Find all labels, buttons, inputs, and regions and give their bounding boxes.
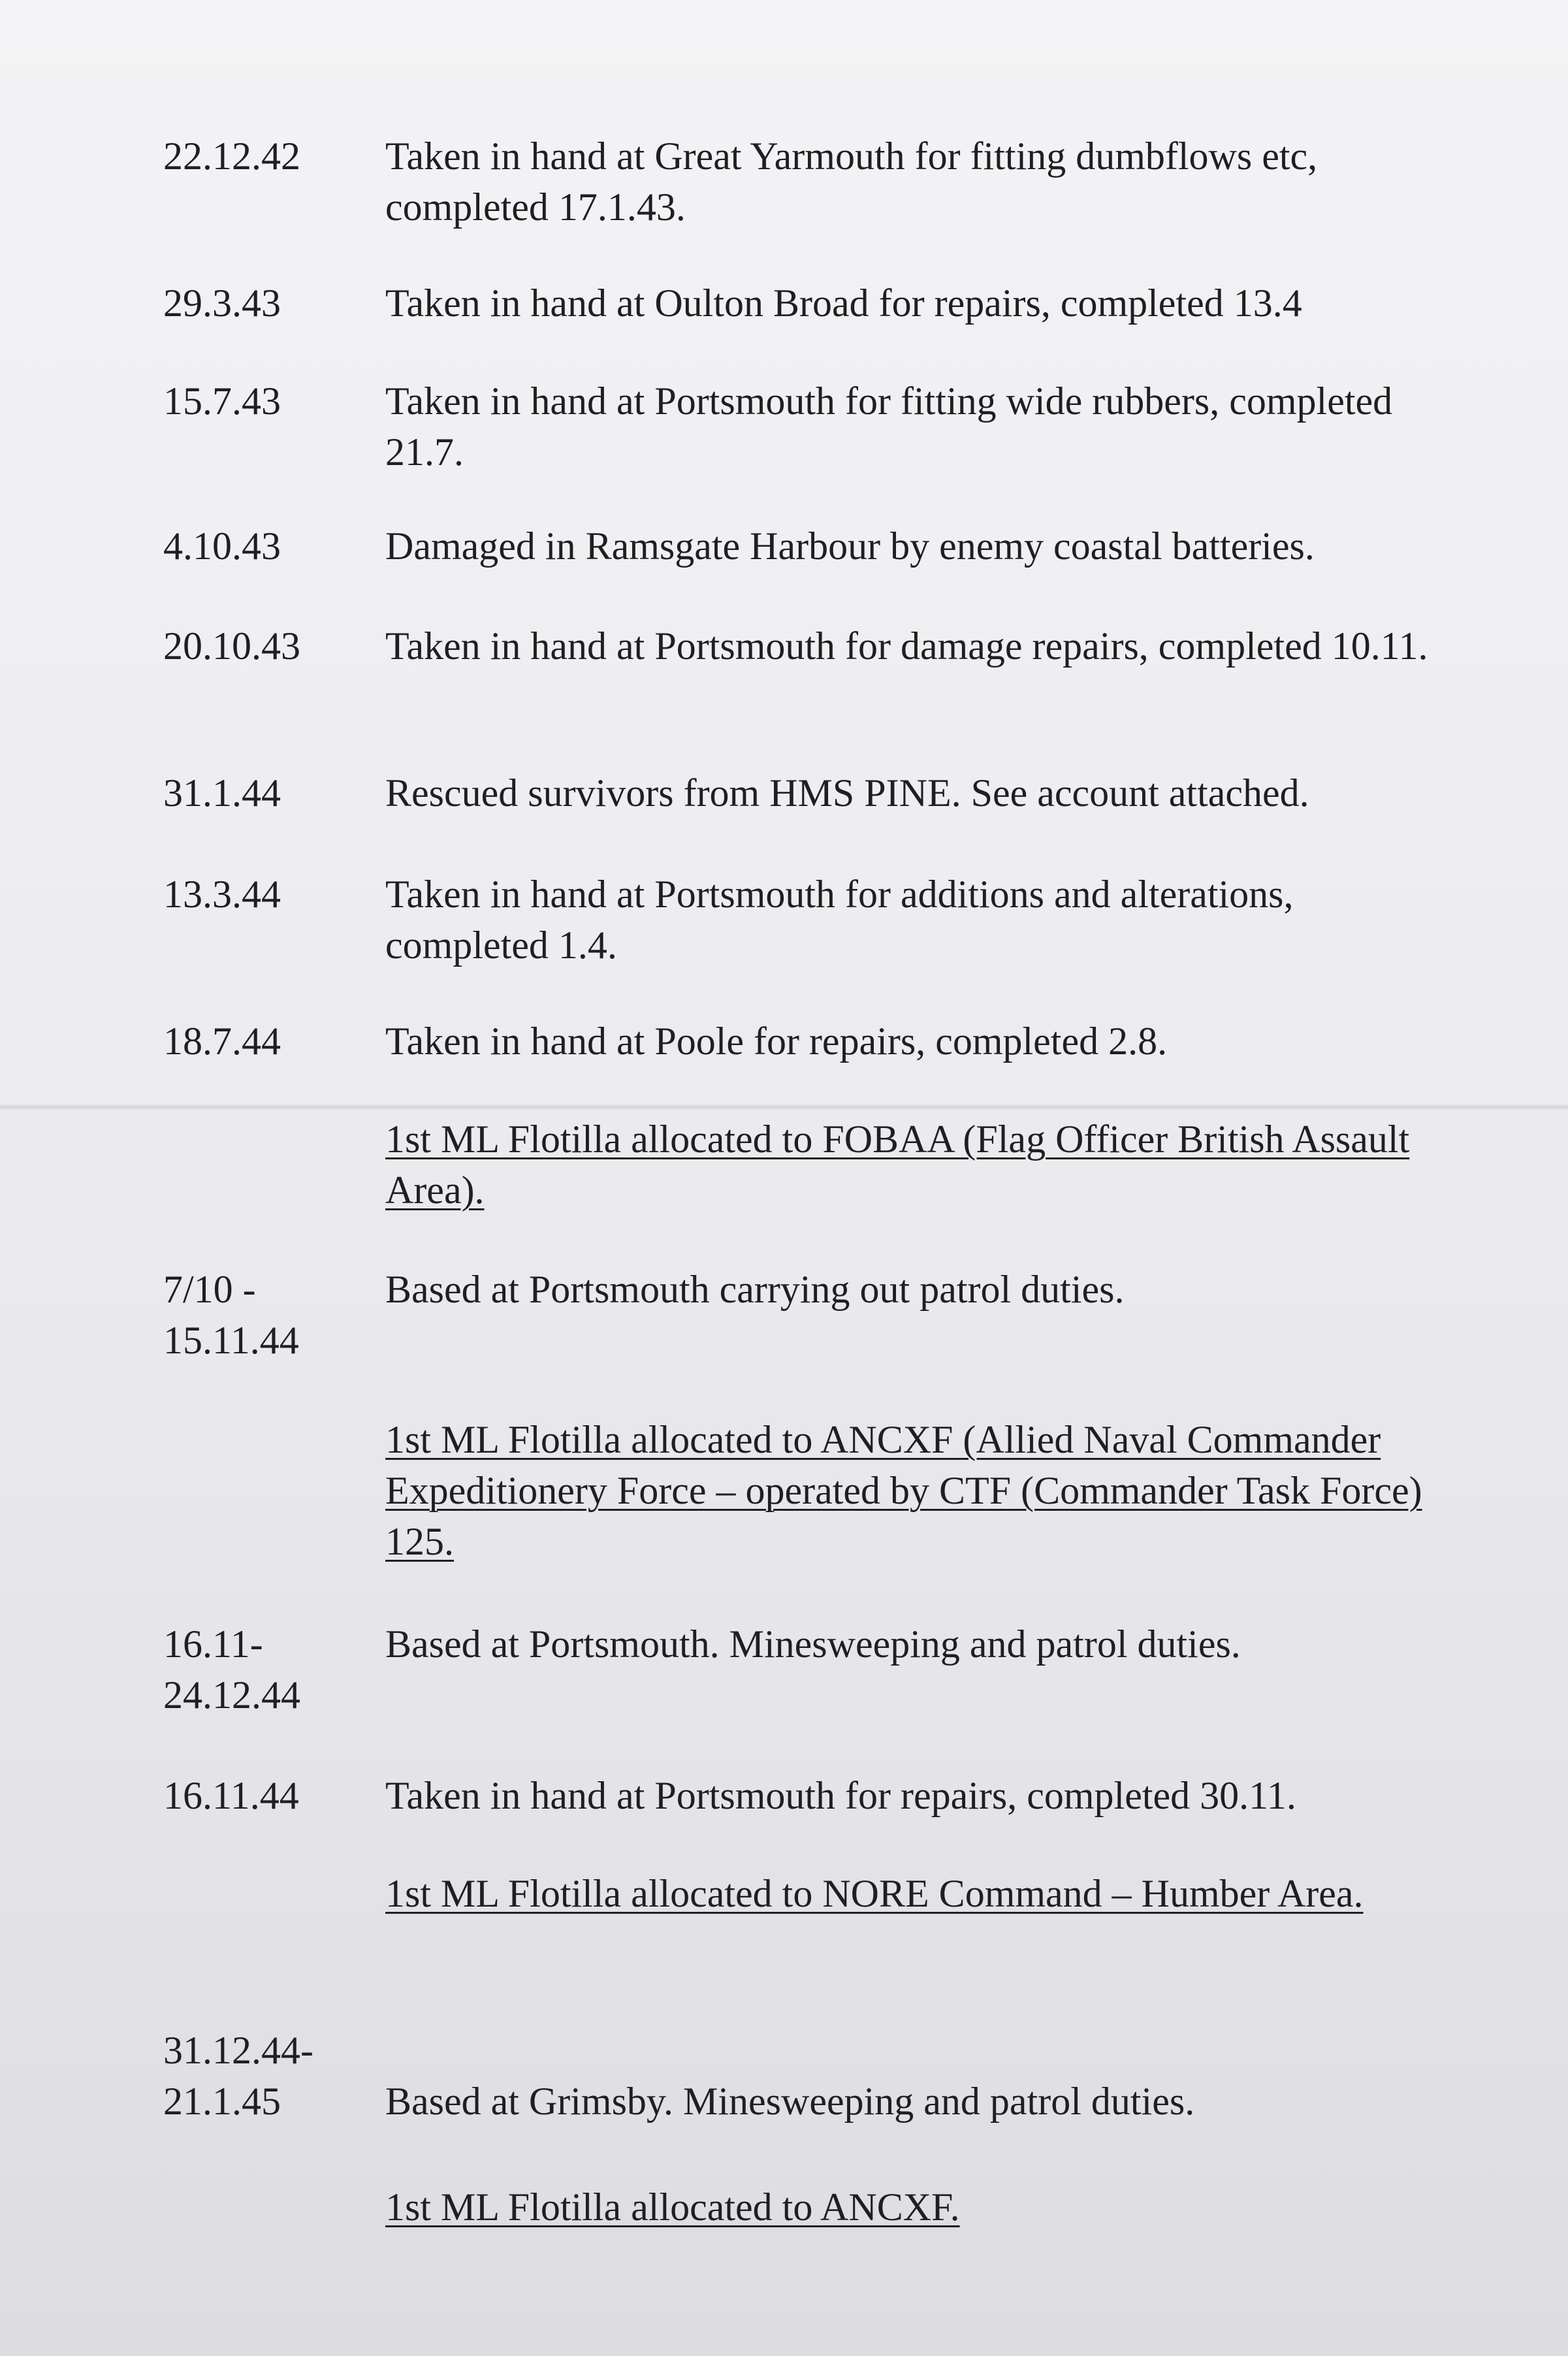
note-text: 1st ML Flotilla allocated to ANCXF.	[385, 2186, 960, 2229]
entry-text: Based at Portsmouth carrying out patrol duties.	[385, 1268, 1125, 1311]
entry-date: 31.1.44	[163, 771, 281, 815]
note-text: 1st ML Flotilla allocated to FOBAA (Flag Officer British Assault Area).	[385, 1118, 1410, 1212]
entry-text: Taken in hand at Portsmouth for additions and alterations, completed 1.4.	[385, 873, 1294, 967]
entry-date: 15.7.43	[163, 379, 281, 423]
entry-date: 16.11- 24.12.44	[163, 1622, 300, 1717]
entry-date: 31.12.44- 21.1.45	[163, 2029, 313, 2123]
note-text: 1st ML Flotilla allocated to NORE Command – Humber Area.	[385, 1872, 1364, 1915]
note-text: 1st ML Flotilla allocated to ANCXF (Allied Naval Commander Expeditionery Force – operated by CTF (Commander Task Force) 125.	[385, 1418, 1422, 1563]
entry-text: Based at Portsmouth. Minesweeping and patrol duties.	[385, 1622, 1241, 1666]
entry-text: Taken in hand at Portsmouth for fitting wide rubbers, completed 21.7.	[385, 379, 1393, 474]
entry-text: Taken in hand at Great Yarmouth for fitting dumbflows etc, completed 17.1.43.	[385, 135, 1318, 229]
entry-date: 13.3.44	[163, 873, 281, 916]
entry-date: 22.12.42	[163, 135, 300, 178]
entry-text: Damaged in Ramsgate Harbour by enemy coastal batteries.	[385, 524, 1315, 568]
entry-date: 29.3.43	[163, 282, 281, 325]
entry-date: 18.7.44	[163, 1020, 281, 1063]
entry-text: Taken in hand at Poole for repairs, completed 2.8.	[385, 1020, 1168, 1063]
entry-text: Rescued survivors from HMS PINE. See account attached.	[385, 771, 1309, 815]
entry-text: Taken in hand at Portsmouth for repairs, completed 30.11.	[385, 1774, 1296, 1817]
entry-date: 16.11.44	[163, 1774, 299, 1817]
entry-date: 4.10.43	[163, 524, 281, 568]
entry-text: Taken in hand at Portsmouth for damage repairs, completed 10.11.	[385, 624, 1428, 668]
entry-date: 7/10 - 15.11.44	[163, 1268, 299, 1362]
entry-text: Taken in hand at Oulton Broad for repairs, completed 13.4	[385, 282, 1302, 325]
entry-date: 20.10.43	[163, 624, 300, 668]
entry-text: Based at Grimsby. Minesweeping and patrol duties.	[385, 2080, 1195, 2123]
